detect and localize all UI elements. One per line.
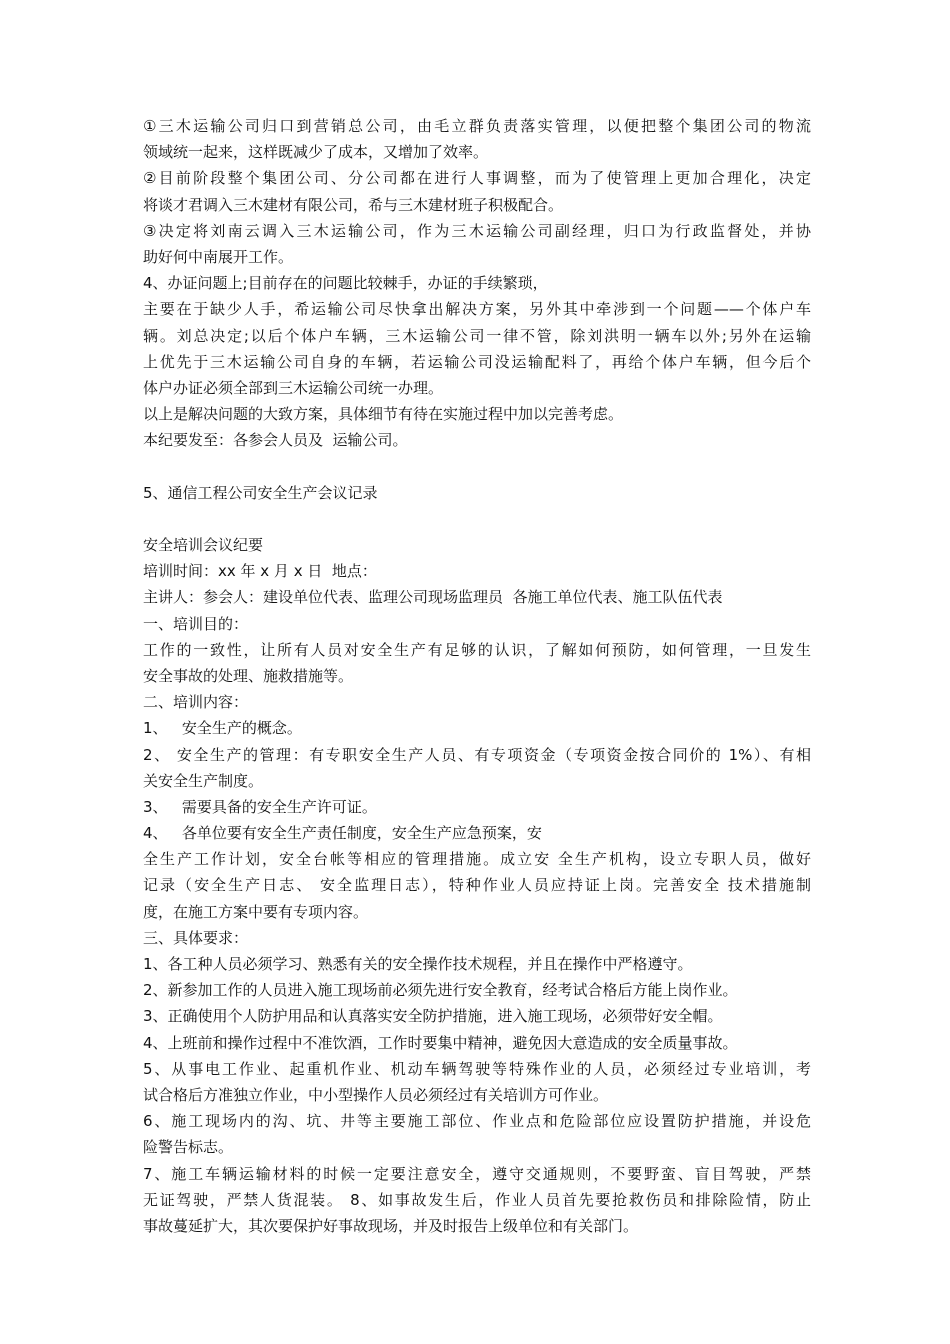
text-line: ①三木运输公司归口到营销总公司，由毛立群负责落实管理，以便把整个集团公司的物流 xyxy=(143,117,811,135)
blank-line xyxy=(143,506,811,532)
text-line: 助好何中南展开工作。 xyxy=(143,247,294,266)
text-line: 7、施工车辆运输材料的时候一定要注意安全，遵守交通规则，不要野蛮、盲目驾驶，严禁 xyxy=(143,1164,811,1183)
text-line: 工作的一致性，让所有人员对安全生产有足够的认识，了解如何预防，如何管理，一旦发生 xyxy=(143,640,811,659)
text-line: 以上是解决问题的大致方案，具体细节有待在实施过程中加以完善考虑。 xyxy=(143,405,624,424)
text-line: 本纪要发至：各参会人员及 运输公司。 xyxy=(143,431,408,450)
text-line: 上优先于三木运输公司自身的车辆，若运输公司没运输配料了，再给个体户车辆，但今后个 xyxy=(143,352,811,371)
text-line: 关安全生产制度。 xyxy=(143,771,264,790)
text-line: 5、从事电工作业、起重机作业、机动车辆驾驶等特殊作业的人员，必须经过专业培训，考 xyxy=(143,1059,811,1078)
text-line: 体户办证必须全部到三木运输公司统一办理。 xyxy=(143,378,444,397)
text-line: 三、具体要求： xyxy=(143,928,249,947)
blank-line xyxy=(143,453,811,479)
section-title: 5、通信工程公司安全生产会议记录 xyxy=(143,483,378,502)
text-line: 无证驾驶，严禁人货混装。 8、如事故发生后，作业人员首先要抢救伤员和排除险情，防止 xyxy=(143,1190,811,1209)
text-line: 主要在于缺少人手，希运输公司尽快拿出解决方案，另外其中牵涉到一个问题——个体户车 xyxy=(143,300,811,319)
text-line: 全生产工作计划，安全台帐等相应的管理措施。成立安 全生产机构，设立专职人员，做好 xyxy=(143,850,811,869)
text-line: 领域统一起来，这样既减少了成本，又增加了效率。 xyxy=(143,143,489,162)
document-page xyxy=(143,113,811,1239)
text-line: 6、施工现场内的沟、坑、井等主要施工部位、作业点和危险部位应设置防护措施，并设危 xyxy=(143,1112,811,1131)
text-line: ③决定将刘南云调入三木运输公司，作为三木运输公司副经理，归口为行政监督处，并协 xyxy=(143,221,811,240)
text-line: 3、正确使用个人防护用品和认真落实安全防护措施，进入施工现场，必须带好安全帽。 xyxy=(143,1007,723,1026)
text-line: 记录（安全生产日志、 安全监理日志），特种作业人员应持证上岗。完善安全 技术措施制 xyxy=(143,876,811,895)
text-line: 安全培训会议纪要 xyxy=(143,536,264,554)
meeting-decisions-block xyxy=(143,113,811,453)
text-line: 主讲人：参会人：建设单位代表、监理公司现场监理员 各施工单位代表、施工队伍代表 xyxy=(143,588,723,607)
text-line: 1、各工种人员必须学习、熟悉有关的安全操作技术规程，并且在操作中严格遵守。 xyxy=(143,955,693,973)
text-line: ②目前阶段整个集团公司、分公司都在进行人事调整，而为了使管理上更加合理化，决定 xyxy=(143,169,811,188)
text-line: 4、办证问题上;目前存在的问题比较棘手，办证的手续繁琐， xyxy=(143,274,548,293)
text-line: 安全事故的处理、施救措施等。 xyxy=(143,666,354,685)
text-line: 辆。刘总决定;以后个体户车辆，三木运输公司一律不管，除刘洪明一辆车以外;另外在运输 xyxy=(143,326,811,345)
text-line: 3、 需要具备的安全生产许可证。 xyxy=(143,797,377,816)
text-line: 2、新参加工作的人员进入施工现场前必须先进行安全教育，经考试合格后方能上岗作业。 xyxy=(143,981,738,1000)
text-line: 试合格后方准独立作业，中小型操作人员必须经过有关培训方可作业。 xyxy=(143,1085,609,1104)
text-line: 二、培训内容： xyxy=(143,693,249,712)
text-line: 4、 各单位要有安全生产责任制度，安全生产应急预案，安 xyxy=(143,824,542,843)
text-line: 度，在施工方案中要有专项内容。 xyxy=(143,902,369,921)
text-line: 一、培训目的： xyxy=(143,614,249,633)
text-line: 将谈才君调入三木建材有限公司，希与三木建材班子积极配合。 xyxy=(143,195,564,214)
text-line: 4、上班前和操作过程中不准饮酒，工作时要集中精神，避免因大意造成的安全质量事故。 xyxy=(143,1033,738,1052)
text-line: 2、 安全生产的管理：有专职安全生产人员、有专项资金（专项资金按合同价的 1%）、有相 xyxy=(143,745,811,764)
text-line: 培训时间：xx 年 x 月 x 日 地点： xyxy=(143,562,377,581)
text-line: 险警告标志。 xyxy=(143,1138,234,1157)
text-line: 事故蔓延扩大，其次要保护好事故现场，并及时报告上级单位和有关部门。 xyxy=(143,1216,639,1235)
text-line: 1、 安全生产的概念。 xyxy=(143,719,302,738)
safety-training-minutes-block xyxy=(143,532,811,1239)
